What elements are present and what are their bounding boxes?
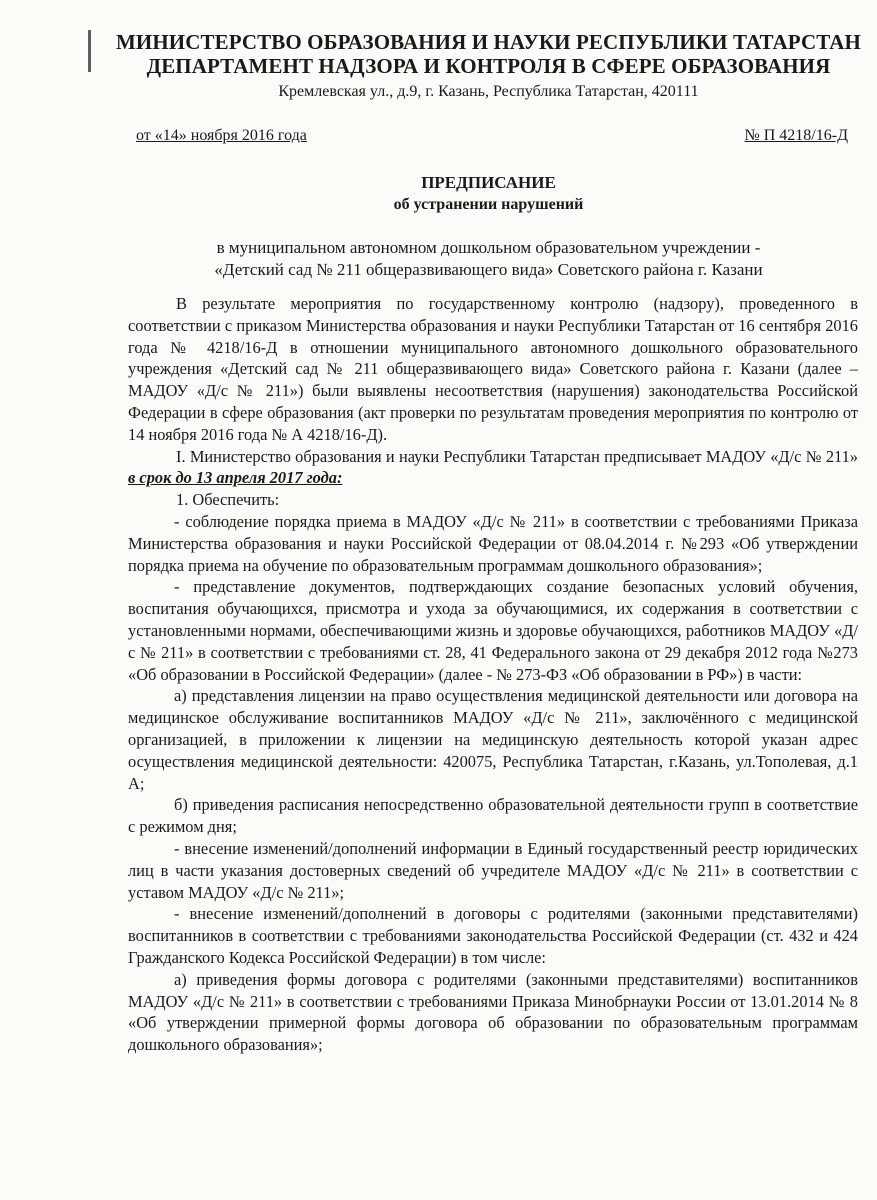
section-1-paragraph <box>128 446 858 490</box>
document-title <box>100 172 877 216</box>
requirement-registry: - внесение изменений/дополнений информации в Единый государственный реестр юридических лиц в части указания достоверных сведений об учредителе МАДОУ «Д/с № 211» в соответствии с уставом МАДОУ «Д/с № 211»; <box>128 838 858 902</box>
requirement-contract-form: а) приведения формы договора с родителями (законными представителями) воспитанников МАДОУ «Д/с № 211» в соответствии с требованиями Приказа Минобрнауки России от 13.01.2014 № 8 «Об утверждении примерной формы договора об образовании по образовательным программам дошкольного образования»; <box>128 969 858 1055</box>
ministry-name-line2: ДЕПАРТАМЕНТ НАДЗОРА И КОНТРОЛЯ В СФЕРЕ ОБРАЗОВАНИЯ <box>146 54 831 78</box>
title-sub: об устранении нарушений <box>393 196 584 213</box>
section-1-deadline: в срок до 13 апреля 2017 года: <box>128 468 343 488</box>
document-meta <box>136 127 848 149</box>
requirement-medical-license: а) представления лицензии на право осуществления медицинской деятельности или договора на медицинское обслуживание воспитанников МАДОУ «Д/с № 211», заключённого с медицинской организацией, в приложении к лицензии на медицинскую деятельность которой указан адрес осуществления медицинской деятельности: 420075, Республика Татарстан, г.Казань, ул.Тополевая, д.1 А; <box>128 686 858 793</box>
document-body <box>128 293 858 1056</box>
subject-line2: «Детский сад № 211 общеразвивающего вида» Советского района г. Казани <box>214 260 763 279</box>
intro-paragraph: В результате мероприятия по государственному контролю (надзору), проведенного в соответствии с приказом Министерства образования и науки Республики Татарстан от 16 сентября 2016 года № 4218/16-Д в отношении муниципального автономного дошкольного образовательного учреждения «Детский сад № 211 общеразвивающего вида» Советского района г. Казани (далее – МАДОУ «Д/с № 211») были выявлены несоответствия (нарушения) законодательства Российской Федерации в сфере образования (акт проверки по результатам проведения мероприятия по контролю от 14 ноября 2016 года № А 4218/16-Д). <box>128 294 858 444</box>
requirement-contracts: - внесение изменений/дополнений в договоры с родителями (законными представителями) воспитанников в соответствии с требованиями законодательства Российской Федерации (ст. 432 и 424 Гражданского Кодекса Российской Федерации) в том числе: <box>128 904 858 967</box>
subject-line1: в муниципальном автономном дошкольном образовательном учреждении - <box>216 238 761 257</box>
requirement-schedule: б) приведения расписания непосредственно образовательной деятельности групп в соответствие с режимом дня; <box>128 795 858 837</box>
requirement-admission: - соблюдение порядка приема в МАДОУ «Д/с № 211» в соответствии с требованиями Приказа Министерства образования и науки Российской Федерации от 08.04.2014 г. №293 «Об утверждении порядка приема на обучение по образовательным программам дошкольного образования»; <box>128 511 858 575</box>
item-1-heading: 1. Обеспечить: <box>176 490 280 510</box>
ministry-address: Кремлевская ул., д.9, г. Казань, Республика Татарстан, 420111 <box>278 83 699 100</box>
ministry-name-line1: МИНИСТЕРСТВО ОБРАЗОВАНИЯ И НАУКИ РЕСПУБЛИКИ ТАТАРСТАН <box>116 30 861 54</box>
binding-mark <box>88 30 91 72</box>
requirement-safety-docs: - представление документов, подтверждающих создание безопасных условий обучения, воспитания обучающихся, присмотра и ухода за обучающимися, их содержания в соответствии с установленными нормами, обеспечивающими жизнь и здоровье обучающихся, работников МАДОУ «Д/с № 211» в соответствии с требованиями ст. 28, 41 Федерального закона от 29 декабря 2012 года №273 «Об образовании в Российской Федерации» (далее - № 273-ФЗ «Об образовании в РФ») в части: <box>128 577 858 684</box>
title-main: ПРЕДПИСАНИЕ <box>421 173 556 192</box>
section-1-text: I. Министерство образования и науки Республики Татарстан предписывает МАДОУ «Д/с № 211» <box>176 446 858 466</box>
letterhead <box>100 30 877 102</box>
document-number: № П 4218/16-Д <box>744 127 848 144</box>
document-date: от «14» ноября 2016 года <box>136 127 307 144</box>
document-subject <box>100 237 877 281</box>
